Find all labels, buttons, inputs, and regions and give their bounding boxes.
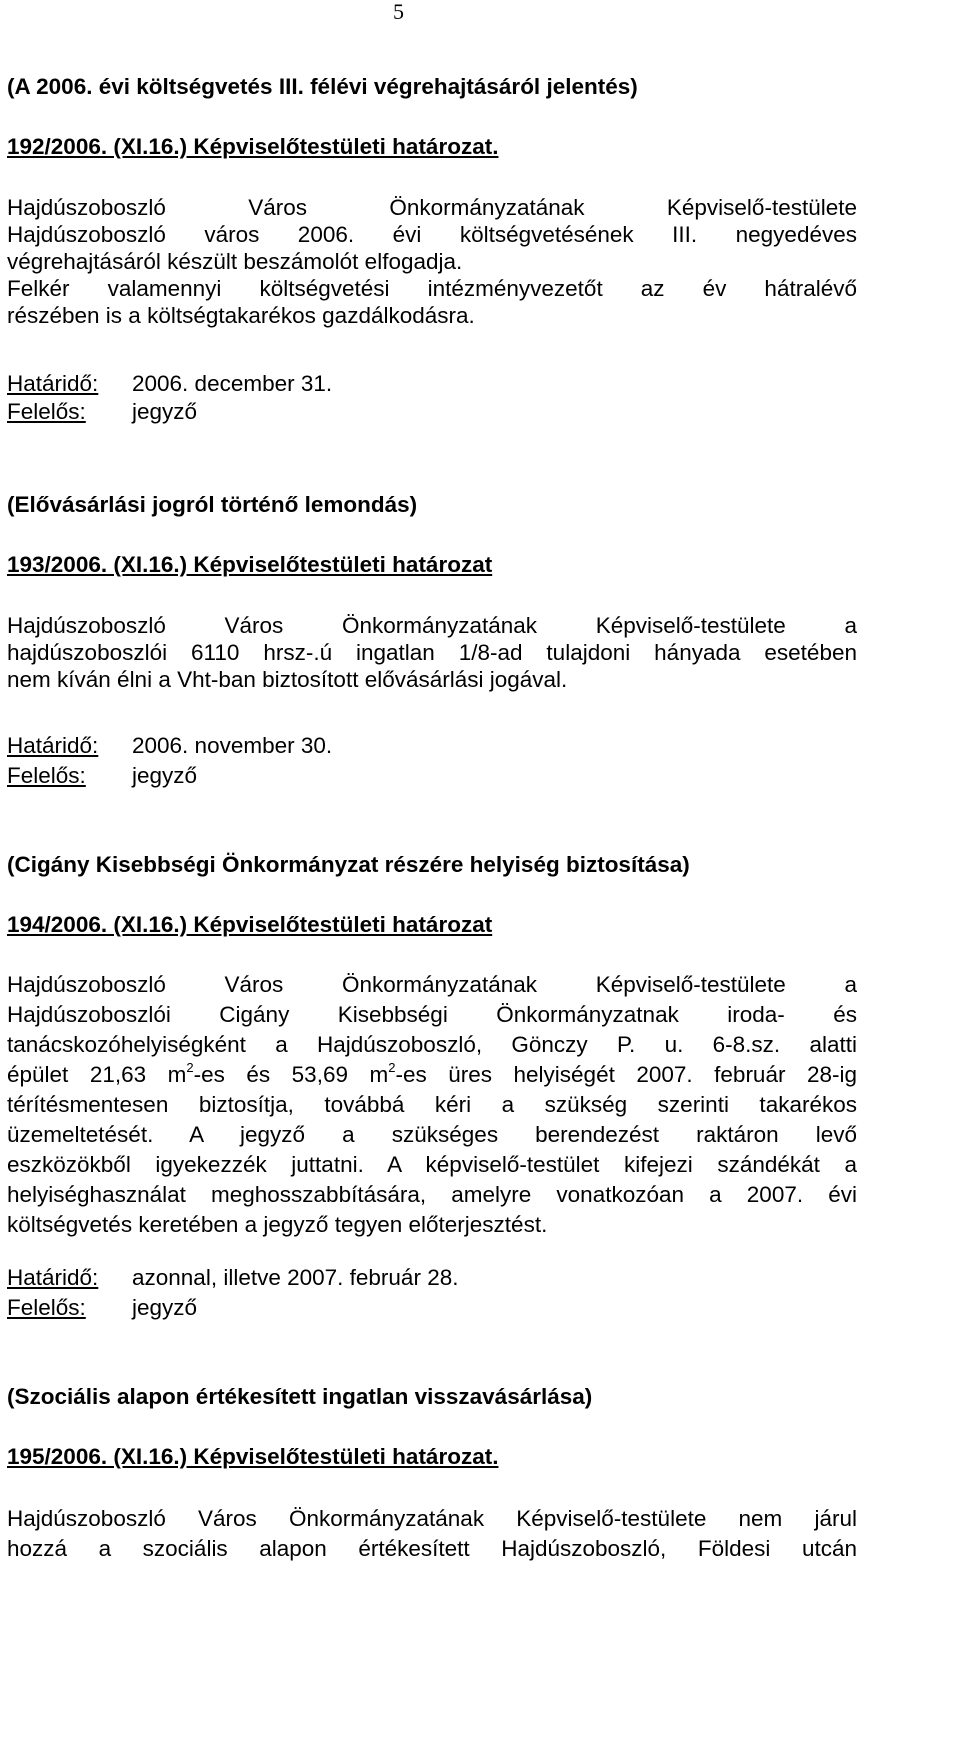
body-line: Hajdúszoboszló város 2006. évi költségvetésének III. negyedéves bbox=[7, 222, 857, 247]
body-line: Hajdúszoboszló Város Önkormányzatának Képviselő-testülete a bbox=[7, 972, 857, 997]
section-4-heading: (Szociális alapon értékesített ingatlan visszavásárlása) bbox=[7, 1384, 593, 1409]
body-line: Hajdúszoboszló Város Önkormányzatának Képviselő-testülete bbox=[7, 195, 857, 220]
section-4-body bbox=[7, 1504, 857, 1564]
section-2-resolution: 193/2006. (XI.16.) Képviselőtestületi határozat bbox=[7, 552, 493, 577]
deadline-value: 2006. november 30. bbox=[132, 733, 333, 758]
body-line: Hajdúszoboszló Város Önkormányzatának Képviselő-testülete a bbox=[7, 613, 857, 638]
body-line: tanácskozóhelyiségként a Hajdúszoboszló, Gönczy P. u. 6-8.sz. alatti bbox=[7, 1032, 857, 1057]
responsible-label: Felelős: bbox=[7, 763, 86, 788]
responsible-label: Felelős: bbox=[7, 399, 86, 424]
section-1-responsible bbox=[7, 398, 857, 425]
section-1-body bbox=[7, 194, 857, 329]
section-3-body bbox=[7, 970, 857, 1240]
area-text-2: -es és 53,69 m bbox=[193, 1062, 389, 1087]
section-1-resolution: 192/2006. (XI.16.) Képviselőtestületi határozat. bbox=[7, 134, 499, 159]
area-text-3: -es üres helyiségét 2007. február 28-ig bbox=[395, 1062, 857, 1087]
deadline-label: Határidő: bbox=[7, 371, 99, 396]
body-line: Felkér valamennyi költségvetési intézményvezetőt az év hátralévő bbox=[7, 276, 857, 301]
section-1-heading: (A 2006. évi költségvetés III. félévi végrehajtásáról jelentés) bbox=[7, 74, 638, 99]
page-number: 5 bbox=[393, 0, 404, 24]
body-line: helyiséghasználat meghosszabbítására, amelyre vonatkozóan a 2007. évi bbox=[7, 1182, 857, 1207]
responsible-label: Felelős: bbox=[7, 1295, 86, 1320]
area-text-1: épület 21,63 m bbox=[7, 1062, 187, 1087]
body-line: költségvetés keretében a jegyző tegyen előterjesztést. bbox=[7, 1212, 548, 1237]
body-line: nem kíván élni a Vht-ban biztosított elővásárlási jogával. bbox=[7, 667, 568, 692]
section-2-deadline bbox=[7, 732, 857, 759]
deadline-value: azonnal, illetve 2007. február 28. bbox=[132, 1265, 459, 1290]
body-line-area bbox=[7, 1060, 857, 1090]
body-line: végrehajtásáról készült beszámolót elfogadja. bbox=[7, 249, 463, 274]
section-2-heading: (Elővásárlási jogról történő lemondás) bbox=[7, 492, 418, 517]
section-2-responsible bbox=[7, 762, 857, 789]
section-3-responsible bbox=[7, 1294, 857, 1321]
deadline-value: 2006. december 31. bbox=[132, 371, 333, 396]
body-line: Hajdúszoboszló Város Önkormányzatának Képviselő-testülete nem járul bbox=[7, 1506, 857, 1531]
deadline-label: Határidő: bbox=[7, 733, 99, 758]
section-3-heading: (Cigány Kisebbségi Önkormányzat részére helyiség biztosítása) bbox=[7, 852, 690, 877]
section-4-resolution: 195/2006. (XI.16.) Képviselőtestületi határozat. bbox=[7, 1444, 499, 1469]
body-line: hozzá a szociális alapon értékesített Hajdúszoboszló, Földesi utcán bbox=[7, 1536, 857, 1561]
deadline-label: Határidő: bbox=[7, 1265, 99, 1290]
responsible-value: jegyző bbox=[132, 1295, 198, 1320]
section-1-deadline bbox=[7, 370, 857, 397]
body-line: részében is a költségtakarékos gazdálkodásra. bbox=[7, 303, 475, 328]
body-line: térítésmentesen biztosítja, továbbá kéri a szükség szerinti takarékos bbox=[7, 1092, 857, 1117]
area-sup-1: 2 bbox=[186, 1060, 194, 1075]
body-line: Hajdúszoboszlói Cigány Kisebbségi Önkormányzatnak iroda- és bbox=[7, 1002, 857, 1027]
area-sup-2: 2 bbox=[388, 1060, 396, 1075]
responsible-value: jegyző bbox=[132, 399, 198, 424]
section-2-body bbox=[7, 612, 857, 693]
responsible-value: jegyző bbox=[132, 763, 198, 788]
section-3-deadline bbox=[7, 1264, 857, 1291]
section-3-resolution: 194/2006. (XI.16.) Képviselőtestületi határozat bbox=[7, 912, 493, 937]
body-line: üzemeltetését. A jegyző a szükséges berendezést raktáron levő bbox=[7, 1122, 857, 1147]
body-line: hajdúszoboszlói 6110 hrsz-.ú ingatlan 1/8-ad tulajdoni hányada esetében bbox=[7, 640, 857, 665]
body-line: eszközökből igyekezzék juttatni. A képviselő-testület kifejezi szándékát a bbox=[7, 1152, 857, 1177]
